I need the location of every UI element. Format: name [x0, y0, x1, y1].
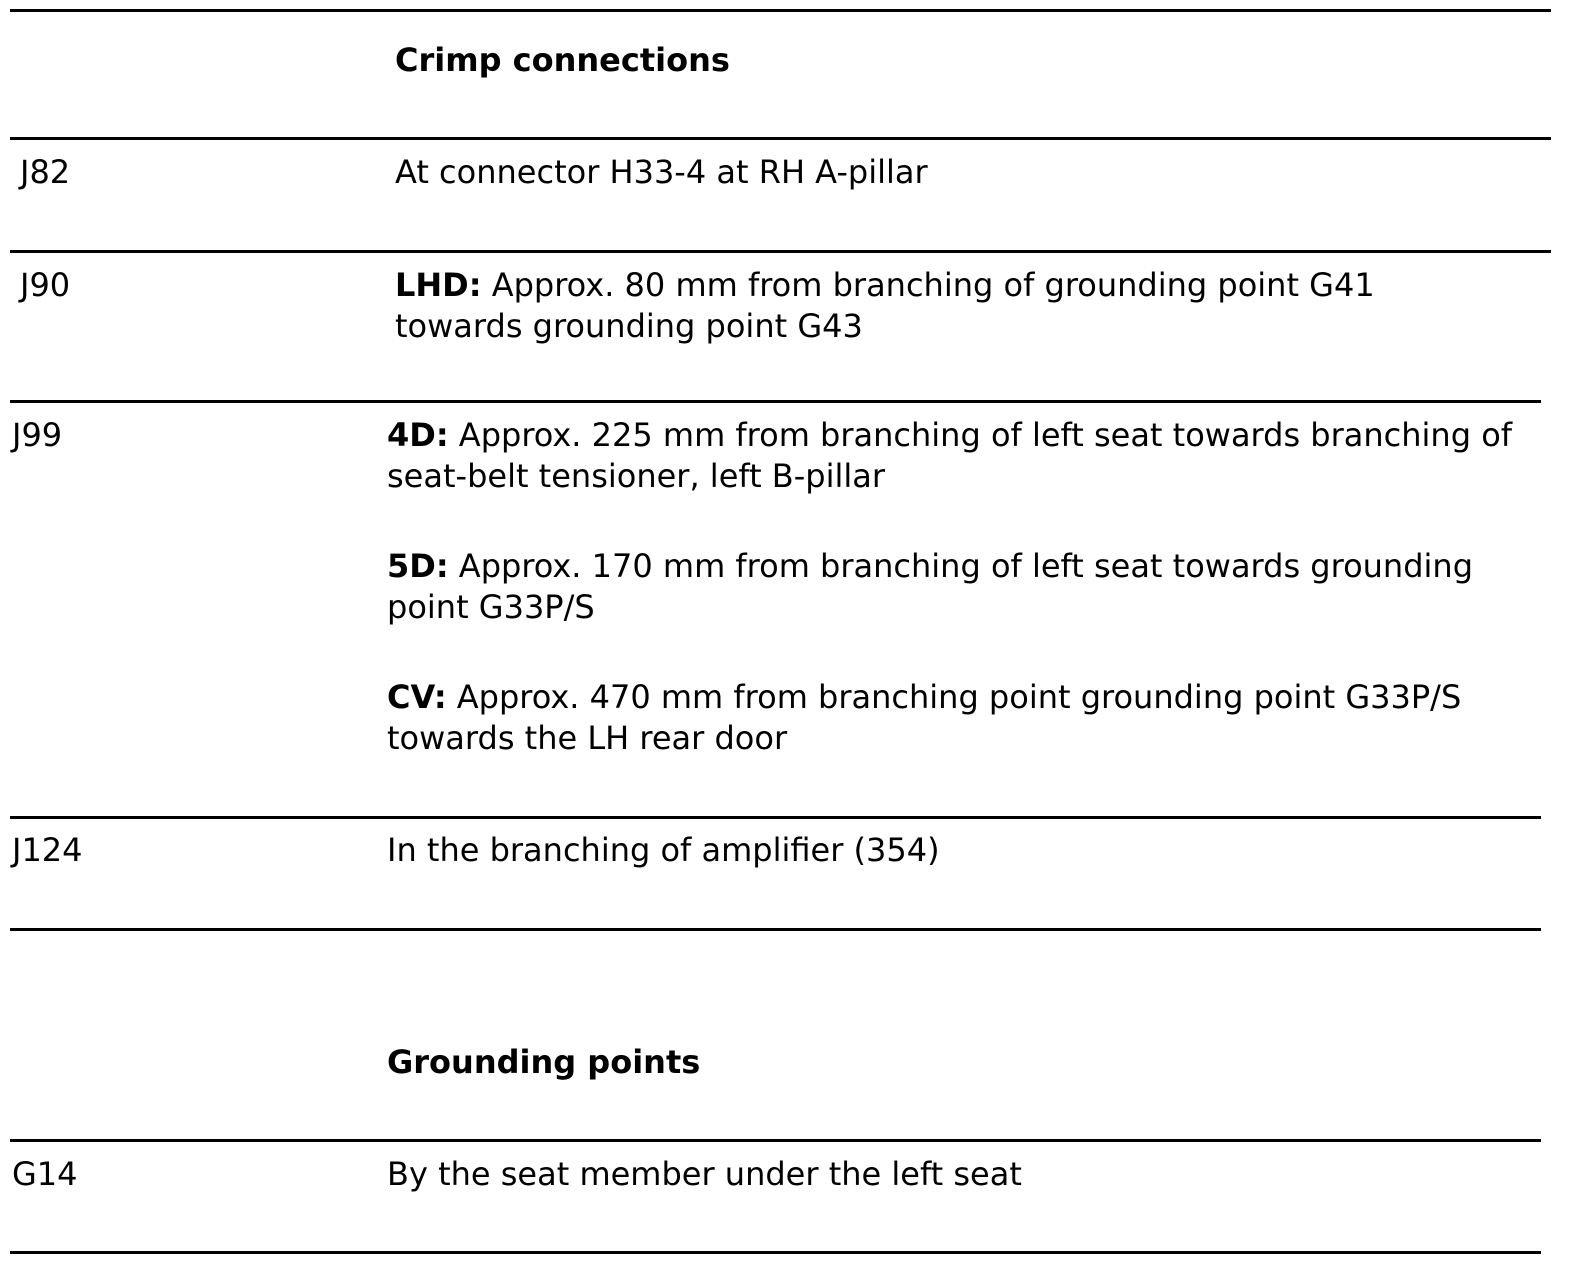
row-id: G14: [12, 1155, 78, 1193]
description-text: Approx. 225 mm from branching of left seat towards branching of seat-belt tensioner, left B-pillar: [387, 416, 1513, 495]
description-label: LHD:: [395, 266, 482, 304]
description-entry: [387, 677, 1557, 759]
row-divider: [10, 137, 1551, 140]
section-heading-crimp: Crimp connections: [395, 41, 730, 79]
description-entry: [387, 830, 1537, 871]
description-label: 4D:: [387, 416, 449, 454]
top-rule: [10, 9, 1551, 12]
row-id: J90: [20, 266, 71, 304]
description-entry: [387, 415, 1557, 497]
section-heading-grounding: Grounding points: [387, 1043, 701, 1081]
row-divider: [10, 400, 1541, 403]
row-divider: [10, 250, 1551, 253]
row-description: [395, 152, 1545, 193]
description-text: Approx. 80 mm from branching of grounding point G41 towards grounding point G43: [395, 266, 1375, 345]
row-description: [387, 415, 1557, 759]
description-entry: [395, 152, 1545, 193]
description-entry: [395, 265, 1475, 347]
row-id: J124: [12, 831, 83, 869]
row-divider: [10, 928, 1541, 931]
description-text: In the branching of amplifier (354): [387, 831, 940, 869]
description-text: Approx. 170 mm from branching of left seat towards grounding point G33P/S: [387, 547, 1473, 626]
row-divider: [10, 816, 1541, 819]
description-label: 5D:: [387, 547, 449, 585]
row-id: J99: [12, 416, 63, 454]
row-description: [387, 1154, 1537, 1195]
description-text: By the seat member under the left seat: [387, 1155, 1022, 1193]
description-text: At connector H33-4 at RH A-pillar: [395, 153, 928, 191]
description-entry: [387, 1154, 1537, 1195]
row-id: J82: [20, 153, 71, 191]
row-description: [387, 830, 1537, 871]
bottom-rule: [10, 1251, 1541, 1254]
description-text: Approx. 470 mm from branching point grounding point G33P/S towards the LH rear door: [387, 678, 1462, 757]
description-entry: [387, 546, 1557, 628]
row-divider: [10, 1139, 1541, 1142]
description-label: CV:: [387, 678, 447, 716]
row-description: [395, 265, 1475, 347]
